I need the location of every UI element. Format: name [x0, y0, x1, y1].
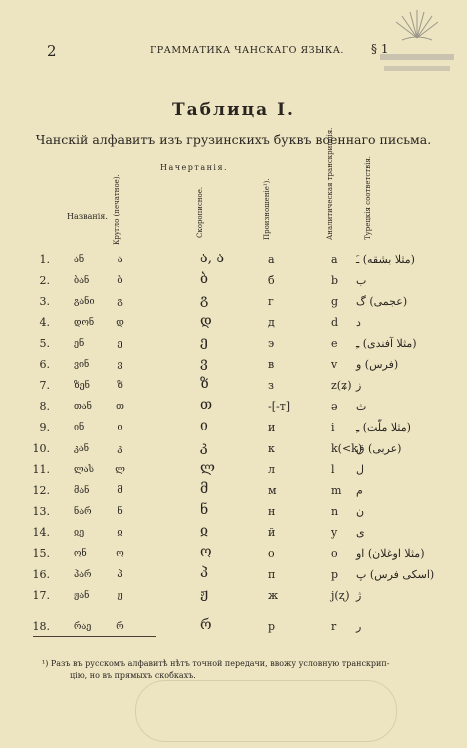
turkish-equivalent: (مثلا ملّت) ـِ [356, 421, 411, 434]
table-row [0, 376, 467, 399]
transcription: y [331, 526, 338, 539]
printed-letter: ნ [117, 507, 123, 517]
pronunciation: м [268, 484, 277, 497]
turkish-equivalent: ز [356, 379, 362, 392]
printed-letter: ა [117, 255, 123, 265]
row-number: 14. [32, 526, 50, 539]
table-row [0, 313, 467, 336]
letter-name: რაე [74, 622, 92, 632]
letter-name: თან [74, 402, 92, 412]
table-row [0, 334, 467, 357]
transcription: p [331, 568, 339, 581]
letter-name: ონ [74, 549, 87, 559]
letter-name: ჲე [74, 528, 85, 538]
row-number: 18. [32, 620, 50, 633]
pronunciation: з [268, 379, 274, 392]
row-number: 17. [32, 589, 50, 602]
row-number: 9. [39, 421, 50, 434]
turkish-equivalent: ب [356, 274, 367, 287]
pronunciation: н [268, 505, 276, 518]
turkish-equivalent: (عجمی) گ [356, 295, 408, 308]
cursive-letter: ბ [200, 271, 208, 287]
transcription: a [331, 253, 338, 266]
column-header-cursive: Скорописное. [196, 186, 204, 238]
row-number: 4. [39, 316, 50, 329]
row-number: 8. [39, 400, 50, 413]
transcription: g [331, 295, 339, 308]
pronunciation: д [268, 316, 275, 329]
letter-name: ინ [74, 423, 85, 433]
table-title: Таблица I. [172, 100, 295, 120]
pronunciation: э [268, 337, 275, 350]
transcription: z(ʑ) [331, 379, 352, 392]
letter-name: ვინ [74, 360, 90, 370]
row-number: 16. [32, 568, 50, 581]
pronunciation: о [268, 547, 275, 560]
row-number: 6. [39, 358, 50, 371]
row-number: 10. [32, 442, 50, 455]
section-mark: § 1 [371, 42, 389, 56]
table-row [0, 565, 467, 588]
row-number: 2. [39, 274, 50, 287]
table-row [0, 481, 467, 504]
cursive-letter: კ [200, 439, 208, 455]
column-header-printed: Кругло (печатное). [113, 174, 121, 245]
row-number: 1. [39, 253, 50, 266]
row-number: 12. [32, 484, 50, 497]
turkish-equivalent: م [356, 484, 363, 497]
cursive-letter: ა, ა [200, 250, 225, 266]
cursive-letter: რ [200, 617, 212, 633]
printed-letter: ლ [115, 465, 125, 475]
printed-letter: ჟ [117, 591, 123, 601]
footnote-line-1: ¹) Разъ въ русскомъ алфавитѣ нѣтъ точной передачи, ввожу условную транскрип- [42, 659, 390, 668]
transcription: o [331, 547, 338, 560]
transcription: e [331, 337, 338, 350]
turkish-equivalent: (عربی) ق [356, 442, 402, 455]
printed-letter: ვ [117, 360, 123, 370]
table-row [0, 271, 467, 294]
printed-letter: ბ [117, 276, 123, 286]
turkish-equivalent: (مثلا آفندی) ـِ [356, 337, 417, 350]
transcription: v [331, 358, 338, 371]
cursive-letter: ზ [200, 376, 209, 392]
pronunciation: ж [268, 589, 279, 602]
table-row [0, 397, 467, 420]
row-number: 15. [32, 547, 50, 560]
footnote-rule [33, 636, 156, 637]
table-subtitle: Чанскій алфавитъ изъ грузинскихъ буквъ военнаго письма. [35, 132, 432, 147]
transcription: i [331, 421, 335, 434]
letter-name: ნარ [74, 507, 92, 517]
pronunciation: а [268, 253, 275, 266]
cursive-letter: მ [200, 481, 209, 497]
transcription: n [331, 505, 339, 518]
printed-letter: მ [117, 486, 123, 496]
table-row [0, 250, 467, 273]
row-number: 5. [39, 337, 50, 350]
transcription: b [331, 274, 339, 287]
pronunciation: к [268, 442, 275, 455]
footnote-line-2: цію, но въ прямыхъ скобкахъ. [70, 671, 196, 680]
letter-name: დონ [74, 318, 95, 328]
printed-letter: რ [116, 622, 124, 632]
row-number: 7. [39, 379, 50, 392]
table-row [0, 355, 467, 378]
turkish-equivalent: ن [356, 505, 365, 518]
turkish-equivalent: ی [356, 526, 365, 539]
table-row [0, 544, 467, 567]
letter-name: ზენ [74, 381, 90, 391]
running-head: ГРАММАТИКА ЧАНСКАГО ЯЗЫКА. [150, 45, 344, 56]
turkish-equivalent: ژ [356, 589, 362, 602]
table-row [0, 523, 467, 546]
printed-letter: ჲ [117, 528, 123, 538]
letter-name: განი [74, 297, 95, 307]
letter-name: ბან [74, 276, 90, 286]
printed-letter: პ [117, 570, 123, 580]
pronunciation: г [268, 295, 274, 308]
table-row [0, 292, 467, 315]
pronunciation: л [268, 463, 275, 476]
turkish-equivalent: (مثلا اوغلان) او [356, 547, 425, 560]
printed-letter: გ [117, 297, 123, 307]
row-number: 11. [32, 463, 50, 476]
cursive-letter: ი [200, 418, 208, 434]
letter-name: ან [74, 255, 85, 265]
table-row [0, 586, 467, 609]
transcription: m [331, 484, 342, 497]
turkish-equivalent: ث [356, 400, 367, 413]
column-header-turkish: Турецкія соответствія. [364, 156, 372, 240]
cursive-letter: დ [200, 313, 212, 329]
cursive-letter: ვ [200, 355, 208, 371]
turkish-equivalent: (فرس) و [356, 358, 399, 371]
row-number: 3. [39, 295, 50, 308]
page-number: 2 [47, 42, 57, 60]
turkish-equivalent: د [356, 316, 361, 329]
transcription: l [331, 463, 335, 476]
cursive-letter: თ [200, 397, 213, 413]
table-row [0, 617, 467, 640]
transcription: ə [331, 400, 338, 413]
transcription: k(<k) [331, 442, 363, 455]
column-header-pronunciation: Произношеніе¹). [263, 178, 271, 240]
transcription: d [331, 316, 339, 329]
cursive-letter: ჟ [200, 586, 209, 602]
turkish-equivalent: ر [356, 620, 362, 633]
cursive-letter: პ [200, 565, 208, 581]
cursive-letter: ლ [200, 460, 215, 476]
column-header-name: Названія. [67, 212, 108, 221]
printed-letter: დ [116, 318, 124, 328]
pronunciation: в [268, 358, 275, 371]
letter-name: ლას [74, 465, 94, 475]
turkish-equivalent: (اسکی فرس) پ [356, 568, 435, 581]
printed-letter: თ [116, 402, 124, 412]
printed-letter: ე [117, 339, 123, 349]
letter-name: მან [74, 486, 90, 496]
cursive-letter: ნ [200, 502, 209, 518]
pronunciation: и [268, 421, 276, 434]
turkish-equivalent: ل [356, 463, 364, 476]
pronunciation: -[-т] [268, 400, 291, 413]
column-header-analytic: Аналитическая транскрипція. [326, 127, 334, 240]
printed-letter: ო [116, 549, 124, 559]
table-row [0, 502, 467, 525]
faded-stamp [135, 680, 397, 742]
pronunciation: р [268, 620, 276, 633]
cursive-letter: ე [200, 334, 208, 350]
column-group-heading: Начертанія. [160, 163, 229, 172]
cursive-letter: ო [200, 544, 212, 560]
table-row [0, 418, 467, 441]
printed-letter: ზ [117, 381, 123, 391]
transcription: j(ʐ) [331, 589, 350, 602]
transcription: r [331, 620, 337, 633]
pronunciation: п [268, 568, 276, 581]
row-number: 13. [32, 505, 50, 518]
letter-name: პარ [74, 570, 92, 580]
letter-name: ენ [74, 339, 85, 349]
table-row [0, 460, 467, 483]
letter-name: კან [74, 444, 90, 454]
pronunciation: б [268, 274, 275, 287]
letter-name: ჟან [74, 591, 90, 601]
printed-letter: ი [117, 423, 123, 433]
table-row [0, 439, 467, 462]
printed-letter: კ [117, 444, 123, 454]
pronunciation: й [268, 526, 276, 539]
turkish-equivalent: (مثلا بشقه) ـَ [356, 253, 415, 266]
cursive-letter: გ [200, 292, 209, 308]
cursive-letter: ჲ [200, 523, 208, 539]
